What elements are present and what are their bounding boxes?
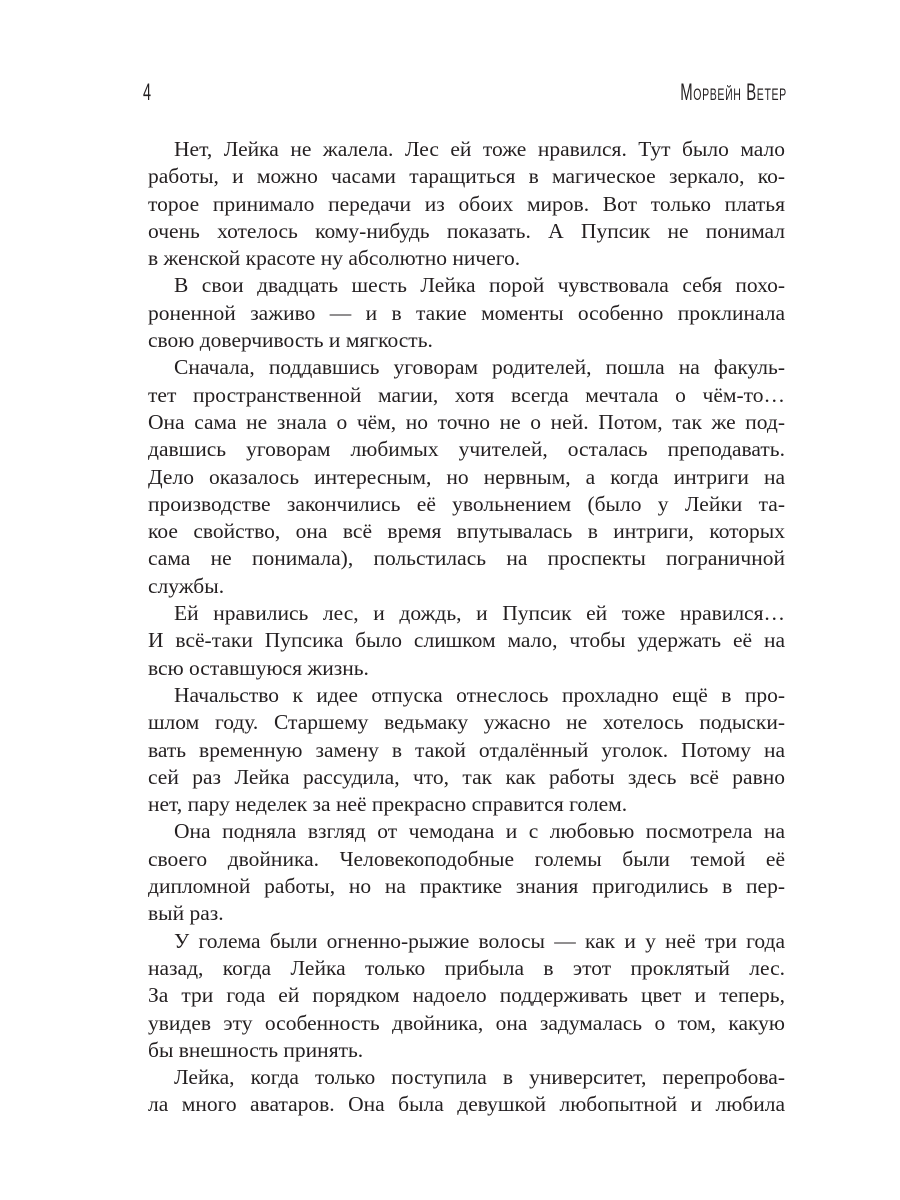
text-line: очень хотелось кому-нибудь показать. А Пупсик не понимал (148, 218, 785, 243)
page-number: 4 (143, 79, 152, 106)
text-line: У голема были огненно-рыжие волосы — как и у неё три года (174, 928, 785, 953)
text-line: Нет, Лейка не жалела. Лес ей тоже нравился. Тут было мало (174, 137, 785, 161)
paragraph (148, 928, 785, 1064)
text-line: И всё-таки Пупсика было слишком мало, чтобы удержать её на (148, 628, 785, 653)
running-header-author: Морвейн Ветер (680, 79, 787, 106)
text-line: службы. (148, 573, 225, 598)
text-line: увидев эту особенность двойника, она задумалась о том, какую (148, 1010, 785, 1035)
text-line: роненной заживо — и в такие моменты особенно проклинала (148, 300, 785, 325)
paragraph (148, 272, 785, 354)
text-line: Начальство к идее отпуска отнеслось прохладно ещё в про- (174, 682, 785, 707)
paragraph (148, 354, 785, 600)
text-line: всю оставшуюся жизнь. (148, 655, 369, 680)
text-line: вать временную замену в такой отдалённый уголок. Потому на (148, 737, 785, 762)
text-line: Лейка, когда только поступила в университет, перепробова- (174, 1065, 785, 1090)
text-line: вый раз. (148, 901, 224, 926)
text-line: ла много аватаров. Она была девушкой любопытной и любила (148, 1092, 785, 1117)
text-line: дипломной работы, но на практике знания пригодились в пер- (148, 874, 785, 899)
text-line: шлом году. Старшему ведьмаку ужасно не хотелось подыски- (148, 710, 785, 735)
text-line: нет, пару неделек за неё прекрасно справится голем. (148, 792, 628, 817)
text-line: Сначала, поддавшись уговорам родителей, пошла на факуль- (174, 355, 785, 380)
paragraph (148, 1064, 785, 1119)
text-line: давшись уговорам любимых учителей, осталась преподавать. (148, 437, 785, 462)
paragraph (148, 818, 785, 927)
text-line: торое принимало передачи из обоих миров. Вот только платья (148, 191, 785, 216)
paragraph (148, 136, 785, 272)
text-line: в женской красоте ну абсолютно ничего. (148, 246, 521, 271)
body-text (148, 136, 785, 1119)
paragraph (148, 600, 785, 682)
text-line: Дело оказалось интересным, но нервным, а когда интриги на (148, 464, 785, 489)
text-line: сама не понимала), польстилась на проспекты пограничной (148, 546, 785, 571)
text-line: Она сама не знала о чём, но точно не о ней. Потом, так же под- (148, 409, 785, 434)
text-line: За три года ей порядком надоело поддерживать цвет и теперь, (148, 983, 785, 1008)
text-line: сей раз Лейка рассудила, что, так как работы здесь всё равно (148, 764, 785, 789)
text-line: работы, и можно часами таращиться в магическое зеркало, ко- (148, 164, 785, 189)
text-line: бы внешность принять. (148, 1037, 364, 1062)
text-line: производстве закончились её увольнением (было у Лейки та- (148, 491, 785, 516)
paragraph (148, 682, 785, 818)
text-line: Ей нравились лес, и дождь, и Пупсик ей тоже нравился… (174, 601, 785, 626)
text-line: кое свойство, она всё время впутывалась в интриги, которых (148, 519, 785, 544)
text-line: свою доверчивость и мягкость. (148, 328, 433, 353)
text-line: В свои двадцать шесть Лейка порой чувствовала себя похо- (174, 273, 785, 298)
text-line: тет пространственной магии, хотя всегда мечтала о чём-то… (148, 382, 785, 407)
text-line: Она подняла взгляд от чемодана и с любовью посмотрела на (174, 819, 785, 844)
text-line: своего двойника. Человекоподобные големы были темой её (148, 846, 785, 871)
text-line: назад, когда Лейка только прибыла в этот проклятый лес. (148, 955, 785, 980)
